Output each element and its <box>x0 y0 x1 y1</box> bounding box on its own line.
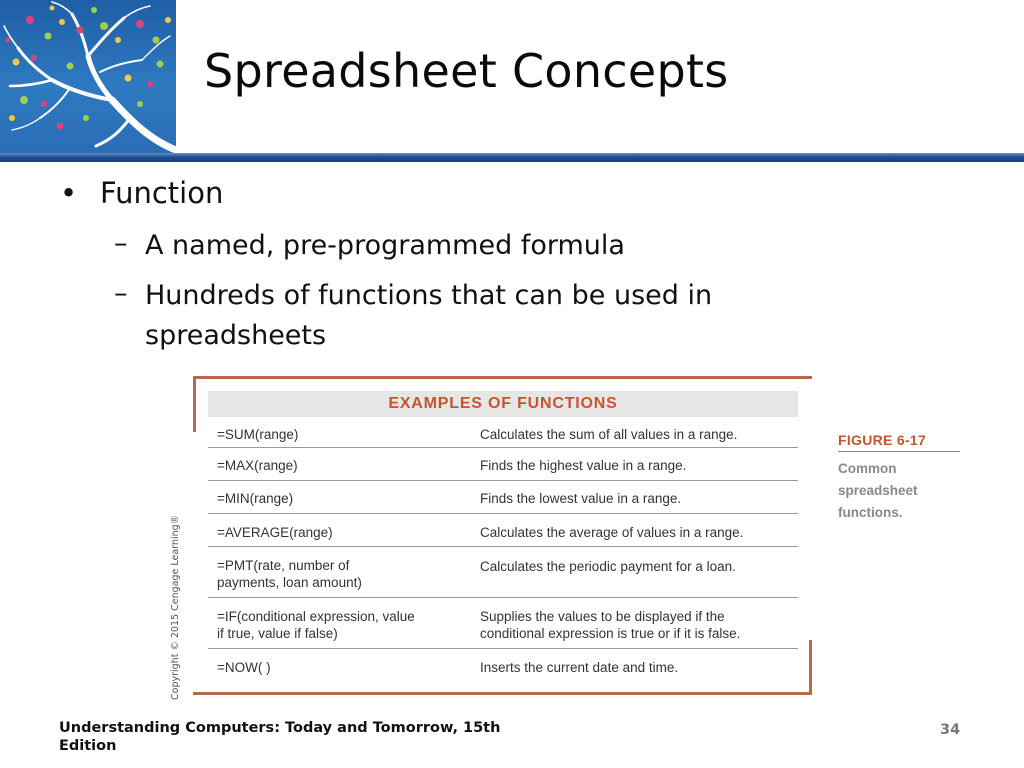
figure-caption <box>838 432 960 524</box>
table-row <box>208 514 798 547</box>
function-cell: =MAX(range) <box>217 458 298 473</box>
frame-line <box>809 640 812 695</box>
figure-number: FIGURE 6-17 <box>838 432 960 452</box>
sub-bullet-text: Hundreds of functions that can be used in <box>145 280 713 311</box>
function-cell: if true, value if false) <box>217 626 338 641</box>
function-cell: =MIN(range) <box>217 491 294 506</box>
function-cell: payments, loan amount) <box>217 575 362 590</box>
function-cell: =AVERAGE(range) <box>217 525 333 540</box>
frame-line <box>193 376 196 432</box>
tree-logo-image <box>0 0 176 156</box>
figure-description: Common spreadsheet functions. <box>838 461 918 520</box>
function-cell: =IF(conditional expression, value <box>217 609 415 624</box>
function-cell: =SUM(range) <box>217 427 299 442</box>
bullet-glyph: • <box>60 176 78 210</box>
dash-glyph: – <box>114 228 128 259</box>
description-cell: Calculates the periodic payment for a loan. <box>480 559 736 574</box>
description-cell: Finds the highest value in a range. <box>480 458 687 473</box>
sub-bullet-text: spreadsheets <box>145 320 327 351</box>
sub-bullet-text: A named, pre-programmed formula <box>145 230 625 261</box>
description-cell: Supplies the values to be displayed if the <box>480 609 725 624</box>
page-number: 34 <box>940 722 961 738</box>
footer-line: Understanding Computers: Today and Tomorrow, 15th <box>59 720 501 736</box>
table-row <box>208 649 798 683</box>
frame-line <box>193 376 812 379</box>
function-cell: =NOW( ) <box>217 660 271 675</box>
table-row <box>208 481 798 514</box>
bullet-text: Function <box>100 176 224 210</box>
copyright-notice: Copyright © 2015 Cengage Learning® <box>170 514 181 700</box>
table-row <box>208 420 798 448</box>
description-cell: conditional expression is true or if it is false. <box>480 626 741 641</box>
description-cell: Inserts the current date and time. <box>480 660 679 675</box>
table-title: EXAMPLES OF FUNCTIONS <box>208 391 798 417</box>
table-row <box>208 448 798 481</box>
description-cell: Calculates the sum of all values in a range. <box>480 427 738 442</box>
description-cell: Finds the lowest value in a range. <box>480 491 682 506</box>
table-row <box>208 598 798 649</box>
dash-glyph: – <box>114 278 128 309</box>
slide-title: Spreadsheet Concepts <box>204 44 729 98</box>
header-divider <box>0 153 1024 162</box>
table-row <box>208 547 798 598</box>
footer-book-title <box>59 719 539 755</box>
footer-line: Edition <box>59 738 117 754</box>
frame-line <box>193 692 812 695</box>
function-cell: =PMT(rate, number of <box>217 558 350 573</box>
description-cell: Calculates the average of values in a range. <box>480 525 744 540</box>
functions-figure <box>170 372 966 702</box>
